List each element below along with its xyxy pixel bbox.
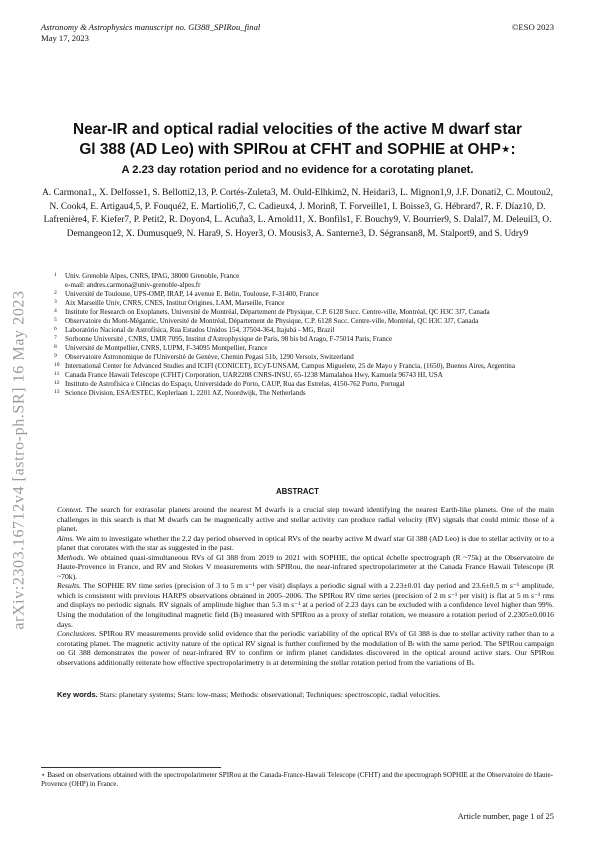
- affiliation-number: 11: [54, 371, 60, 377]
- paper-subtitle: A 2.23 day rotation period and no evidence for a corotating planet.: [121, 164, 474, 176]
- abstract-paragraph: [57, 581, 554, 629]
- affiliation-text: Université de Montpellier, CNRS, LUPM, F-34095 Montpellier, France: [65, 344, 268, 352]
- affiliation-item: [54, 353, 554, 362]
- abstract-section-text: SPIRou RV measurements provide solid evidence that the periodic variability of the optical RVs of Gl 388 is due to stellar activity rather than to a corotating planet. The magnetic activity nature of the optical RV signal is further confirmed by the modulation of Bₗ with the same period. The SPIRou campaign on Gl 388 demonstrates the power of near-infrared RV to confirm or infirm planet candidates discovered in the optical around active stars. Our SPIRou observations additionally reiterate how effective spectropolarimetry is at determining the stellar rotation period from the variations of Bₗ.: [57, 629, 554, 667]
- affiliation-item: [54, 371, 554, 380]
- affiliation-text: Canada France Hawaii Telescope (CFHT) Corporation, UAR2208 CNRS-INSU, 65-1238 Mamalahoa Hwy, Kamuela 96743 HI, USA: [65, 371, 443, 379]
- affiliation-item: [54, 344, 554, 353]
- affiliation-number: [54, 281, 65, 290]
- affiliation-number: 9: [54, 353, 57, 359]
- affiliation-number: 4: [54, 308, 57, 314]
- manuscript-date: May 17, 2023: [41, 33, 89, 43]
- affiliation-item: [54, 317, 554, 326]
- affiliation-number: 7: [54, 335, 57, 341]
- title-line-1: Near-IR and optical radial velocities of the active M dwarf star: [72, 121, 523, 138]
- arxiv-stamp: [0, 240, 40, 680]
- abstract-section-text: We obtained quasi-simultaneous RVs of Gl 388 from 2019 to 2021 with SOPHIE, the optical échelle spectrograph (R ~75k) at the Observatoire de Haute-Provence in France, and RV and Stokes V measurements with SPIRou, the near-infrared spectropolarimeter at the Canada France Hawaii Telescope (R ~70k).: [57, 552, 554, 581]
- abstract-section-label: Context.: [57, 505, 83, 514]
- abstract-body: [57, 505, 554, 667]
- affiliation-number: 5: [54, 317, 57, 323]
- page-number: Article number, page 1 of 25: [457, 812, 554, 821]
- affiliation-item: [54, 326, 554, 335]
- author-list: A. Carmona1,, X. Delfosse1, S. Bellotti2,13, P. Cortés-Zuleta3, M. Ould-Elhkim2, N. Heidari3, L. Mignon1,9, J.F. Donati2, C. Moutou2, N. Cook4, E. Artigau4,5, P. Fouqué2, E. Martioli6,7, C. Cadieux4, J. Morin8, T. Forveille1, I. Boisse3, G. Hébrard7, R. F. Díaz10, D. Lafrenière4, F. Kiefer7, P. Petit2, R. Doyon4, L. Acuña3, L. Arnold11, X. Bonfils1, F. Bouchy9, V. Bourrier9, S. Dalal7, M. Deleuil3, O. Demangeon12, X. Dumusque9, N. Hara9, S. Hoyer3, O. Mousis3, A. Santerne3, D. Ségransan8, M. Stalport9, and S. Udry9: [42, 188, 553, 239]
- affiliation-item: [54, 362, 554, 371]
- keywords: [57, 690, 554, 699]
- affiliation-item: [54, 272, 554, 281]
- abstract-paragraph: [57, 629, 554, 667]
- journal-line: Astronomy & Astrophysics manuscript no. Gl388_SPIRou_final: [41, 22, 261, 32]
- paper-title: [60, 120, 535, 160]
- abstract-section-text: The search for extrasolar planets around the nearest M dwarfs is a crucial step toward identifying the nearest Earth-like planets. One of the main challenges in this search is that M dwarfs can be magnetically active and stellar activity can produce radial velocity (RV) signals that could mimic those of a planet.: [57, 505, 554, 534]
- affiliation-text[interactable]: e-mail: andres.carmona@univ-grenoble-alpes.fr: [65, 281, 201, 289]
- affiliation-number: 2: [54, 290, 57, 296]
- affiliation-text: International Center for Advanced Studies and ICIFI (CONICET), ECyT-UNSAM, Campus Miguelete, 25 de Mayo y Francia, (1650), Buenos Aires, Argentina: [65, 362, 515, 370]
- affiliation-number: 6: [54, 326, 57, 332]
- affiliation-text: Laboratório Nacional de Astrofísica, Rua Estados Unidos 154, 37504-364, Itajubá - MG, Brazil: [65, 326, 335, 334]
- abstract-section-label: Methods.: [57, 552, 86, 562]
- affiliation-number: 3: [54, 299, 57, 305]
- affiliation-item: [54, 290, 554, 299]
- keywords-text: Stars: planetary systems; Stars: low-mass; Methods: observational; Techniques: spectroscopic, radial velocities.: [97, 690, 441, 699]
- abstract-paragraph: [57, 534, 554, 553]
- affiliation-text: Science Division, ESA/ESTEC, Keplerlaan 1, 2201 AZ, Noordwijk, The Netherlands: [65, 389, 306, 397]
- abstract-paragraph: [57, 505, 554, 534]
- affiliation-item: [54, 299, 554, 308]
- affiliation-number: 12: [54, 380, 60, 386]
- affiliation-item: [54, 308, 554, 317]
- footnote-rule: [41, 767, 221, 768]
- affiliation-text: Université de Toulouse, UPS-OMP, IRAP, 14 avenue E. Belin, Toulouse, F-31400, France: [65, 290, 319, 298]
- abstract-section-text: We aim to investigate whether the 2.2 day period observed in optical RVs of the nearby active M dwarf star Gl 388 (AD Leo) is due to stellar activity or to a planet that corotates with the star as suggested in the past.: [57, 533, 554, 553]
- arxiv-id[interactable]: arXiv:2303.16712v4 [astro-ph.SR] 16 May 2023: [11, 290, 29, 630]
- running-header: [41, 22, 260, 44]
- abstract-section-label: Aims.: [57, 533, 75, 543]
- affiliation-item: [54, 281, 554, 290]
- affiliation-text: Institute for Research on Exoplanets, Université de Montréal, Département de Physique, C.P. 6128 Succ. Centre-ville, Montréal, QC H3C 3J7, Canada: [65, 308, 490, 316]
- affiliation-text: Univ. Grenoble Alpes, CNRS, IPAG, 38000 Grenoble, France: [65, 272, 240, 280]
- affiliation-text: Aix Marseille Univ, CNRS, CNES, Institut Origines, LAM, Marseille, France: [65, 299, 285, 307]
- affiliation-item: [54, 335, 554, 344]
- affiliation-text: Sorbonne Université , CNRS, UMR 7095, Institut d'Astrophysique de Paris, 98 bis bd Arago, F-75014 Paris, France: [65, 335, 392, 343]
- abstract-section-label: Conclusions.: [57, 629, 97, 639]
- affiliation-text: Instituto de Astrofísica e Ciências do Espaço, Universidade do Porto, CAUP, Rua das Estrelas, 4150-762 Porto, Portugal: [65, 380, 405, 388]
- affiliation-number: 13: [54, 389, 60, 395]
- affiliation-text: Observatoire Astronomique de l'Université de Genève, Chemin Pegasi 51b, 1290 Versoix, Switzerland: [65, 353, 354, 361]
- abstract-section-text: The SOPHIE RV time series (precision of 3 to 5 m s⁻¹ per visit) displays a periodic signal with a 2.23±0.01 day period and 23.6±0.5 m s⁻¹ amplitude, which is consistent with previous HARPS observations obtained in 2005–2006. The SPIRou RV time series (precision of 2 m s⁻¹ per visit) is flat at 5 m s⁻¹ rms and displays no periodic signals. RV signals of amplitude higher than 5.3 m s⁻¹ at a period of 2.23 days can be excluded with a confidence level higher than 99%. Using the modulation of the longitudinal magnetic field (Bₗ) measured with SPIRou as a proxy of stellar rotation, we measure a rotation period of 2.2305±0.0016 days.: [57, 581, 554, 629]
- affiliation-number: 8: [54, 344, 57, 350]
- affiliation-item: [54, 389, 554, 398]
- affiliation-text: Observatoire du Mont-Mégantic, Université de Montréal, Département de Physique, C.P. 6128 Succ. Centre-ville, Montréal, QC H3C 3J7, Canada: [65, 317, 479, 325]
- footnote: ⋆ Based on observations obtained with the spectropolarimeter SPIRou at the Canada-France-Hawaii Telescope (CFHT) and the spectrograph SOPHIE at the Observatoire de Haute-Provence (OHP) in France.: [41, 771, 554, 788]
- abstract-heading: ABSTRACT: [276, 487, 319, 496]
- keywords-label: Key words.: [57, 690, 98, 699]
- copyright-notice: ©ESO 2023: [511, 22, 554, 32]
- title-line-2: Gl 388 (AD Leo) with SPIRou at CFHT and SOPHIE at OHP⋆:: [79, 141, 516, 158]
- affiliation-item: [54, 380, 554, 389]
- abstract-paragraph: [57, 553, 554, 582]
- affiliation-number: 10: [54, 362, 60, 368]
- abstract-section-label: Results.: [57, 581, 81, 591]
- affiliation-list: [54, 272, 554, 398]
- affiliation-number: 1: [54, 272, 57, 278]
